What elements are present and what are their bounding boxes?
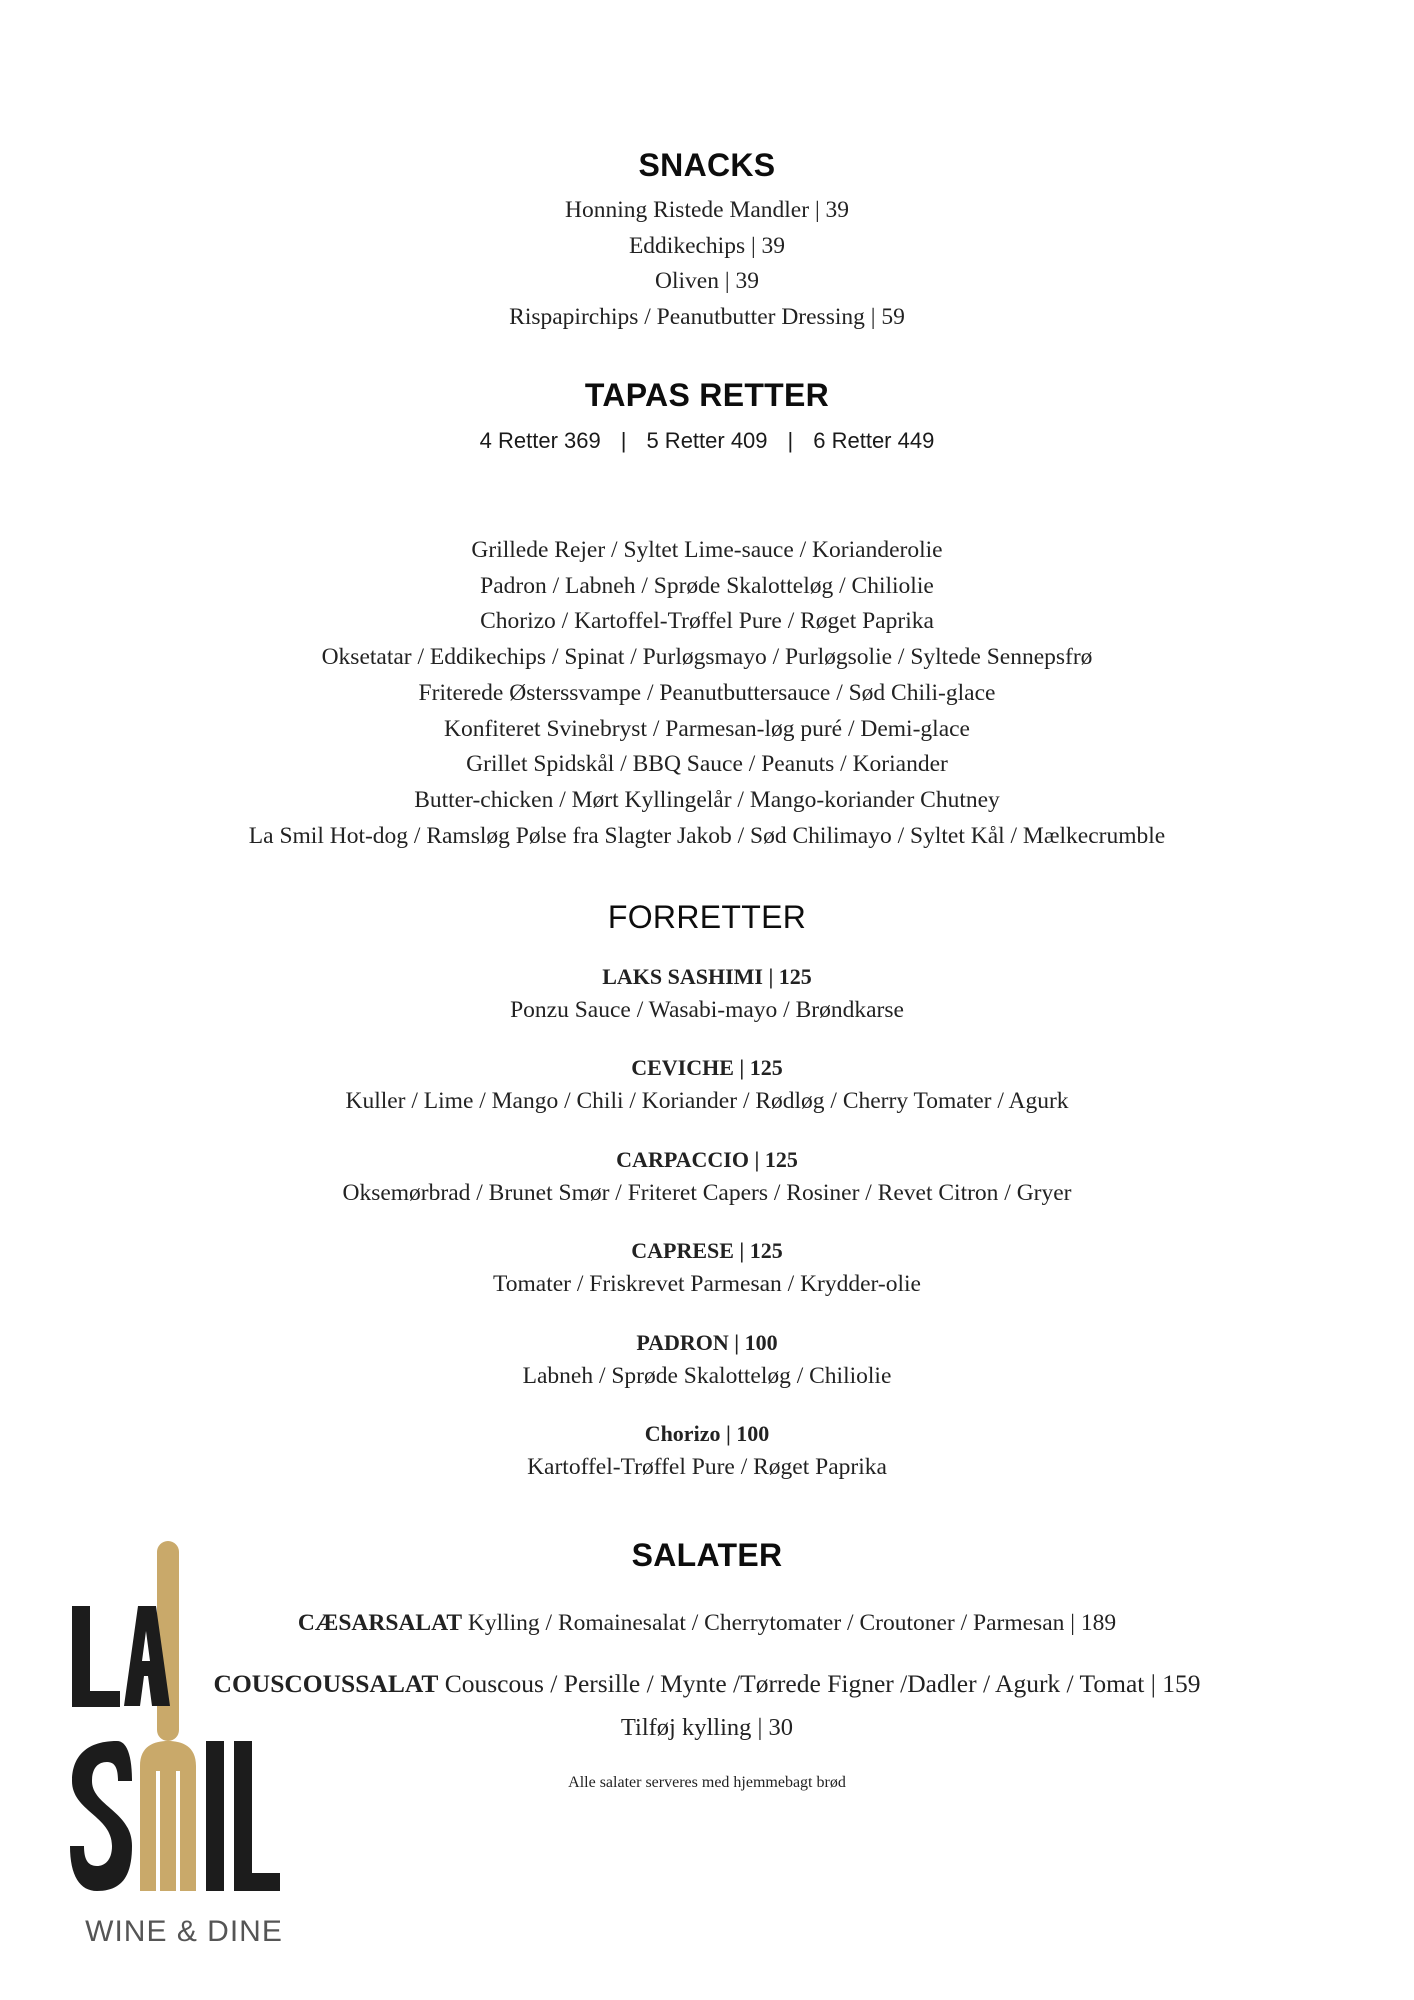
tapas-item: Chorizo / Kartoffel-Trøffel Pure / Røget Paprika (480, 608, 934, 635)
tapas-list (0, 533, 1414, 854)
salad-description: Kylling / Romainesalat / Cherrytomater / Croutoner / Parmesan | 189 (467, 1610, 1117, 1636)
snack-item: Eddikechips | 39 (628, 232, 786, 259)
dish-description: Oksemørbrad / Brunet Smør / Friteret Capers / Rosiner / Revet Citron / Gryer (342, 1180, 1072, 1206)
dish-description: Ponzu Sauce / Wasabi-mayo / Brøndkarse (510, 997, 904, 1023)
tapas-item: Grillede Rejer / Syltet Lime-sauce / Korianderolie (471, 537, 943, 563)
dish-description: Kuller / Lime / Mango / Chili / Koriander / Rødløg / Cherry Tomater / Agurk (345, 1088, 1069, 1114)
snacks-list (0, 193, 1414, 336)
forretter-heading: FORRETTER (607, 899, 807, 935)
starter-dish (0, 1328, 1414, 1394)
logo-letters-smil (70, 1741, 280, 1891)
tapas-price: 6 Retter 449 (813, 428, 935, 453)
snacks-heading: SNACKS (638, 147, 776, 183)
tapas-item: Konfiteret Svinebryst / Parmesan-løg puré / Demi-glace (444, 715, 970, 742)
salad-description: Couscous / Persille / Mynte /Tørrede Figner /Dadler / Agurk / Tomat | 159 (444, 1669, 1201, 1698)
logo-letters-la (72, 1606, 170, 1707)
dish-name: PADRON | 100 (636, 1330, 778, 1355)
snack-item: Rispapirchips / Peanutbutter Dressing | 59 (509, 304, 905, 331)
tapas-price: 5 Retter 409 (646, 428, 768, 453)
dish-description: Tomater / Friskrevet Parmesan / Krydder-olie (493, 1271, 921, 1297)
snack-item: Oliven | 39 (655, 268, 759, 295)
dish-name: CAPRESE | 125 (631, 1238, 783, 1263)
starter-dish (0, 1236, 1414, 1302)
tapas-heading: TAPAS RETTER (584, 377, 830, 413)
salad-name: CÆSARSALAT (297, 1610, 462, 1636)
salad-note: Alle salater serveres med hjemmebagt brød (568, 1774, 846, 1791)
price-separator: | (620, 428, 627, 453)
tapas-item: Butter-chicken / Mørt Kyllingelår / Mango-koriander Chutney (414, 786, 1000, 813)
dish-description: Labneh / Sprøde Skalotteløg / Chiliolie (522, 1363, 892, 1389)
tapas-item: La Smil Hot-dog / Ramsløg Pølse fra Slagter Jakob / Sød Chilimayo / Syltet Kål / Mælkecrumble (248, 822, 1166, 849)
la-smil-logo (62, 1536, 292, 1956)
tapas-item: Grillet Spidskål / BBQ Sauce / Peanuts / Koriander (466, 751, 948, 778)
starter-dish (0, 1053, 1414, 1119)
tapas-item: Padron / Labneh / Sprøde Skalotteløg / Chiliolie (480, 572, 934, 599)
snack-item: Honning Ristede Mandler | 39 (564, 197, 850, 223)
logo-tagline: WINE & DINE (85, 1915, 283, 1948)
salad-name: COUSCOUSSALAT (213, 1669, 439, 1698)
dish-name: LAKS SASHIMI | 125 (602, 964, 812, 989)
tapas-price: 4 Retter 369 (479, 428, 601, 453)
dish-name: CEVICHE | 125 (631, 1055, 783, 1080)
starter-dish (0, 1145, 1414, 1211)
salater-heading: SALATER (631, 1537, 783, 1573)
tapas-item: Oksetatar / Eddikechips / Spinat / Purløgsmayo / Purløgsolie / Syltede Sennepsfrø (321, 644, 1093, 671)
dish-name: CARPACCIO | 125 (616, 1147, 798, 1172)
dish-description: Kartoffel-Trøffel Pure / Røget Paprika (527, 1454, 887, 1480)
starter-dish (0, 1419, 1414, 1485)
salad-addon: Tilføj kylling | 30 (620, 1714, 794, 1741)
price-separator: | (787, 428, 794, 453)
starter-dish (0, 962, 1414, 1028)
tapas-item: Friterede Østerssvampe / Peanutbuttersauce / Sød Chili-glace (418, 679, 996, 706)
dish-name: Chorizo | 100 (644, 1421, 770, 1446)
tapas-price-row (0, 426, 1414, 456)
